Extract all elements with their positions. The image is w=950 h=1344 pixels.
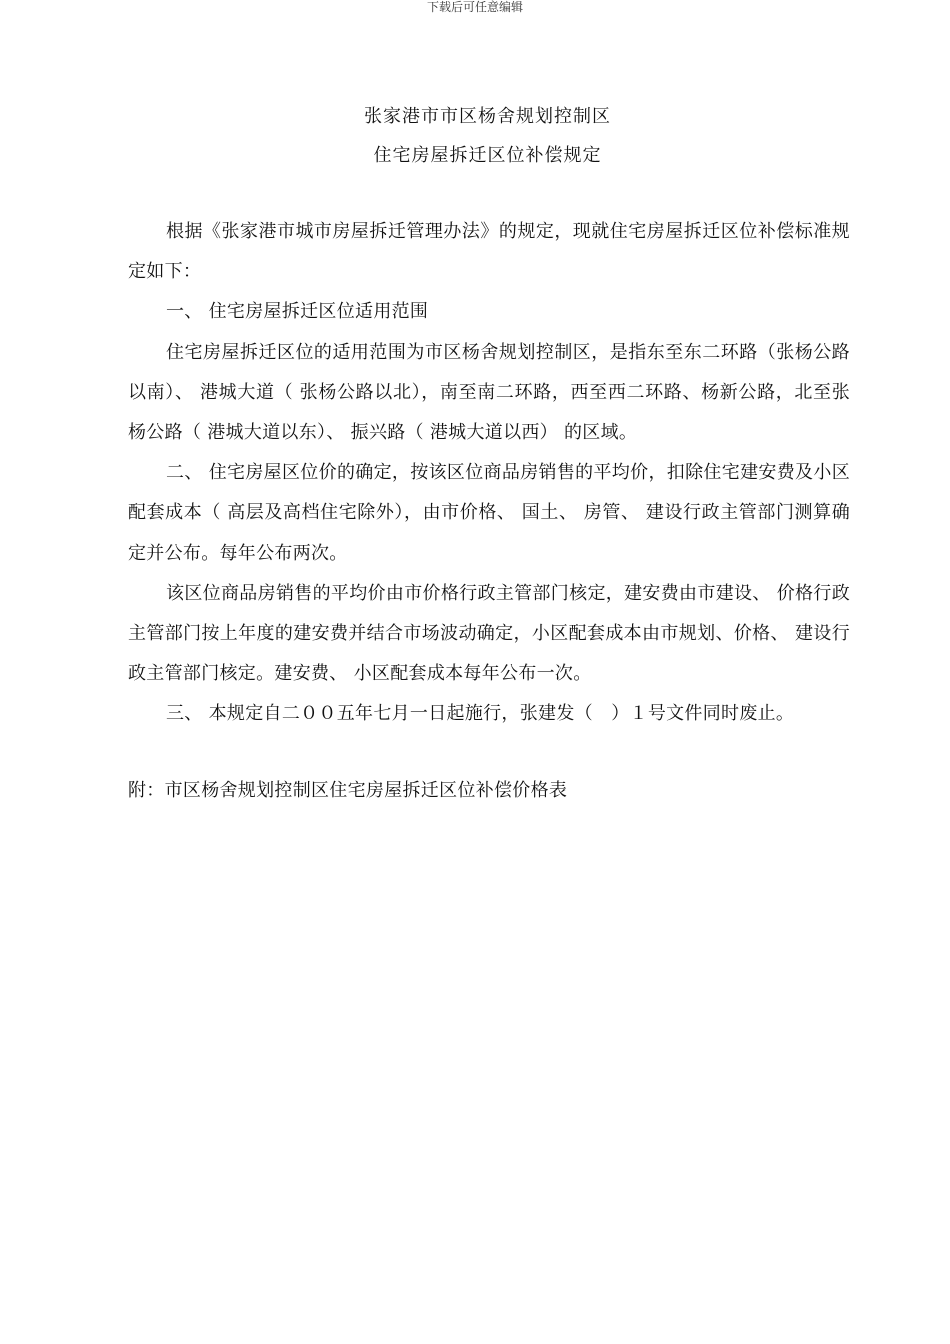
paragraph-section-2: 二、 住宅房屋区位价的确定，按该区位商品房销售的平均价，扣除住宅建安费及小区配套成本（ 高层及高档住宅除外），由市价格、 国土、 房管、 建设行政主管部门测算确定并公布。每年公布两次。 <box>128 462 850 564</box>
document-title-line-1: 张家港市市区杨舍规划控制区 <box>364 106 611 127</box>
paragraph-section-1-heading: 一、 住宅房屋拆迁区位适用范围 <box>166 301 429 323</box>
attachment-note: 附：市区杨舍规划控制区住宅房屋拆迁区位补偿价格表 <box>128 780 568 801</box>
document-title-line-2: 住宅房屋拆迁区位补偿规定 <box>373 145 602 166</box>
paragraph-section-3: 三、 本规定自二００五年七月一日起施行，张建发（ ）１号文件同时废止。 <box>166 703 795 725</box>
paragraph-section-1-body: 住宅房屋拆迁区位的适用范围为市区杨舍规划控制区，是指东至东二环路（张杨公路以南）、 港城大道（ 张杨公路以北），南至南二环路，西至西二环路、杨新公路，北至张杨公路（ 港城大道以东）、 振兴路（ 港城大道以西） 的区域。 <box>128 341 850 444</box>
document-body <box>128 212 850 735</box>
paragraph-preamble: 根据《张家港市城市房屋拆迁管理办法》的规定，现就住宅房屋拆迁区位补偿标准规定如下： <box>128 221 850 283</box>
header-note: 下载后可任意编辑 <box>426 0 523 14</box>
paragraph-section-2-detail: 该区位商品房销售的平均价由市价格行政主管部门核定，建安费由市建设、 价格行政主管部门按上年度的建安费并结合市场波动确定，小区配套成本由市规划、价格、 建设行政主管部门核定。建安费、 小区配套成本每年公布一次。 <box>128 582 850 685</box>
